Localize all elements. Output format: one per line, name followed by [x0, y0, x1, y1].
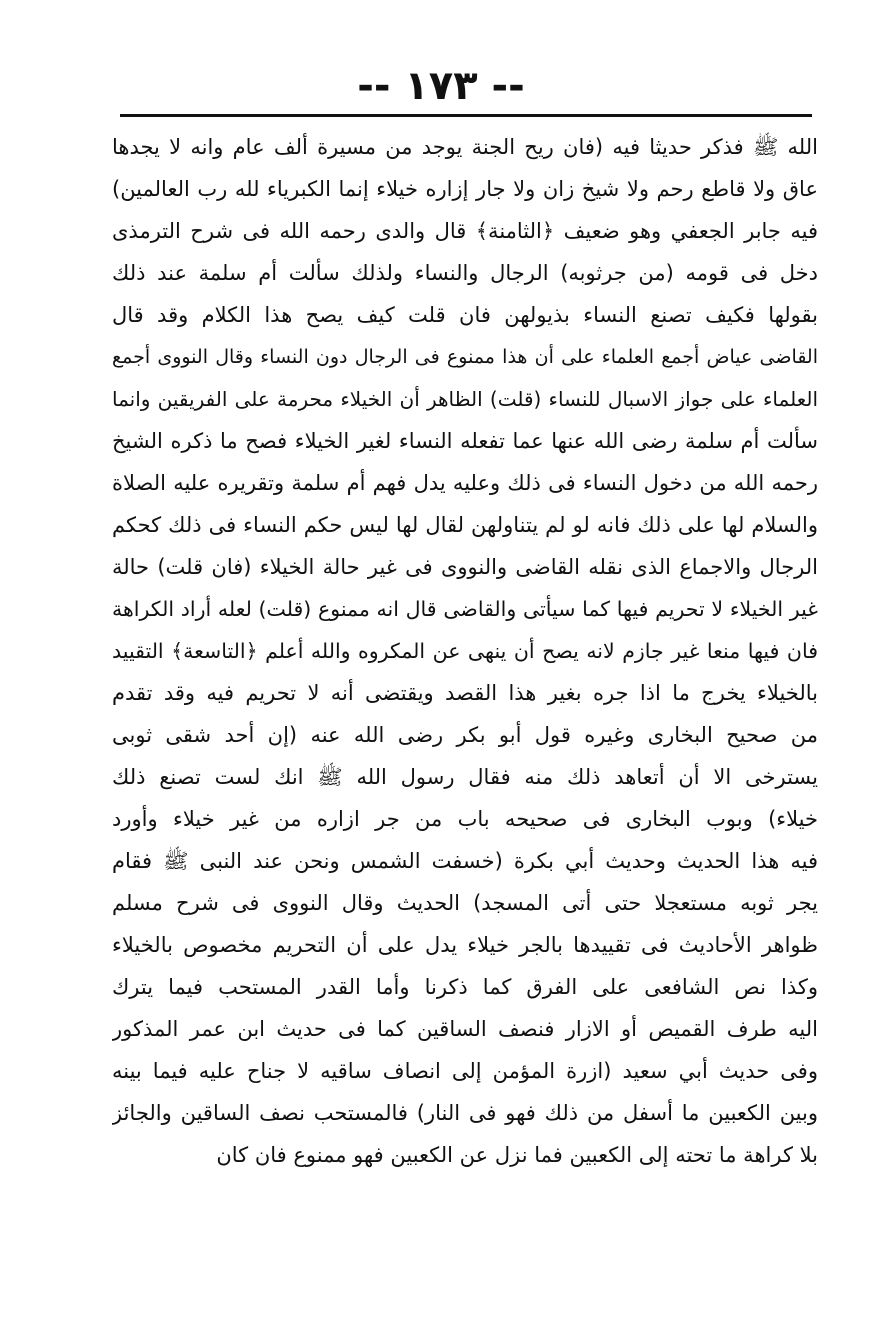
page-number: -- ١٧٣ --	[357, 63, 525, 109]
text-line: وكذا نص الشافعى على الفرق كما ذكرنا وأما القدر المستحب فيما يترك	[112, 975, 818, 999]
text-line: يسترخى الا أن أتعاهد ذلك منه فقال رسول الله ﷺ انك لست تصنع ذلك	[112, 765, 818, 789]
text-line: بقولها فكيف تصنع النساء بذيولهن فان قلت كيف يصح هذا الكلام وقد قال	[112, 303, 818, 327]
text-line: والسلام لها على ذلك فانه لو لم يتناولهن لقال لها ليس حكم النساء فى ذلك كحكم	[112, 513, 818, 537]
text-line: سألت أم سلمة رضى الله عنها عما تفعله النساء لغير الخيلاء فصح ما ذكره الشيخ	[112, 429, 818, 453]
text-line: بالخيلاء يخرج ما اذا جره بغير هذا القصد ويقتضى أنه لا تحريم فيه وقد تقدم	[112, 681, 818, 705]
text-line: بلا كراهة ما تحته إلى الكعبين فما نزل عن الكعبين فهو ممنوع فان كان	[216, 1143, 818, 1167]
text-line: عاق ولا قاطع رحم ولا شيخ زان ولا جار إزاره خيلاء إنما الكبرياء لله رب العالمين)	[112, 177, 818, 201]
text-line: ظواهر الأحاديث فى تقييدها بالجر خيلاء يدل على أن التحريم مخصوص بالخيلاء	[112, 933, 818, 957]
text-line: فان فيها منعا غير جازم لانه يصح أن ينهى عن المكروه والله أعلم ﴿التاسعة﴾ التقييد	[112, 639, 818, 663]
text-line: وبين الكعبين ما أسفل من ذلك فهو فى النار) فالمستحب نصف الساقين والجائز	[112, 1101, 818, 1125]
page-body	[112, 126, 818, 1276]
header-rule	[120, 114, 812, 117]
text-line: وفى حديث أبي سعيد (ازرة المؤمن إلى انصاف ساقيه لا جناح عليه فيما بينه	[112, 1059, 818, 1083]
text-line: القاضى عياض أجمع العلماء على أن هذا ممنوع فى الرجال دون النساء وقال النووى أجمع	[112, 346, 818, 368]
text-line: العلماء على جواز الاسبال للنساء (قلت) الظاهر أن الخيلاء محرمة على الفريقين وانما	[112, 387, 818, 411]
text-line: فيه هذا الحديث وحديث أبي بكرة (خسفت الشمس ونحن عند النبى ﷺ فقام	[112, 849, 818, 873]
text-line: خيلاء) وبوب البخارى فى صحيحه باب من جر ازاره من غير خيلاء وأورد	[112, 807, 818, 831]
text-line: اليه طرف القميص أو الازار فنصف الساقين كما فى حديث ابن عمر المذكور	[112, 1017, 818, 1041]
text-line: الله ﷺ فذكر حديثا فيه (فان ريح الجنة يوجد من مسيرة ألف عام وانه لا يجدها	[112, 135, 818, 159]
text-line: من صحيح البخارى وغيره قول أبو بكر رضى الله عنه (إن أحد شقى ثوبى	[112, 723, 818, 747]
text-line: رحمه الله من دخول النساء فى ذلك وعليه يدل فهم أم سلمة وتقريره عليه الصلاة	[112, 471, 818, 495]
text-line: غير الخيلاء لا تحريم فيها كما سيأتى والقاضى قال انه ممنوع (قلت) لعله أراد الكراهة	[112, 597, 818, 621]
text-line: الرجال والاجماع الذى نقله القاضى والنووى فى غير حالة الخيلاء (فان قلت) حالة	[112, 555, 818, 579]
text-line: فيه جابر الجعفي وهو ضعيف ﴿الثامنة﴾ قال والدى رحمه الله فى شرح الترمذى	[112, 219, 818, 243]
text-line: دخل فى قومه (من جرثوبه) الرجال والنساء ولذلك سألت أم سلمة عند ذلك	[112, 261, 818, 285]
text-line: يجر ثوبه مستعجلا حتى أتى المسجد) الحديث وقال النووى فى شرح مسلم	[112, 891, 818, 915]
